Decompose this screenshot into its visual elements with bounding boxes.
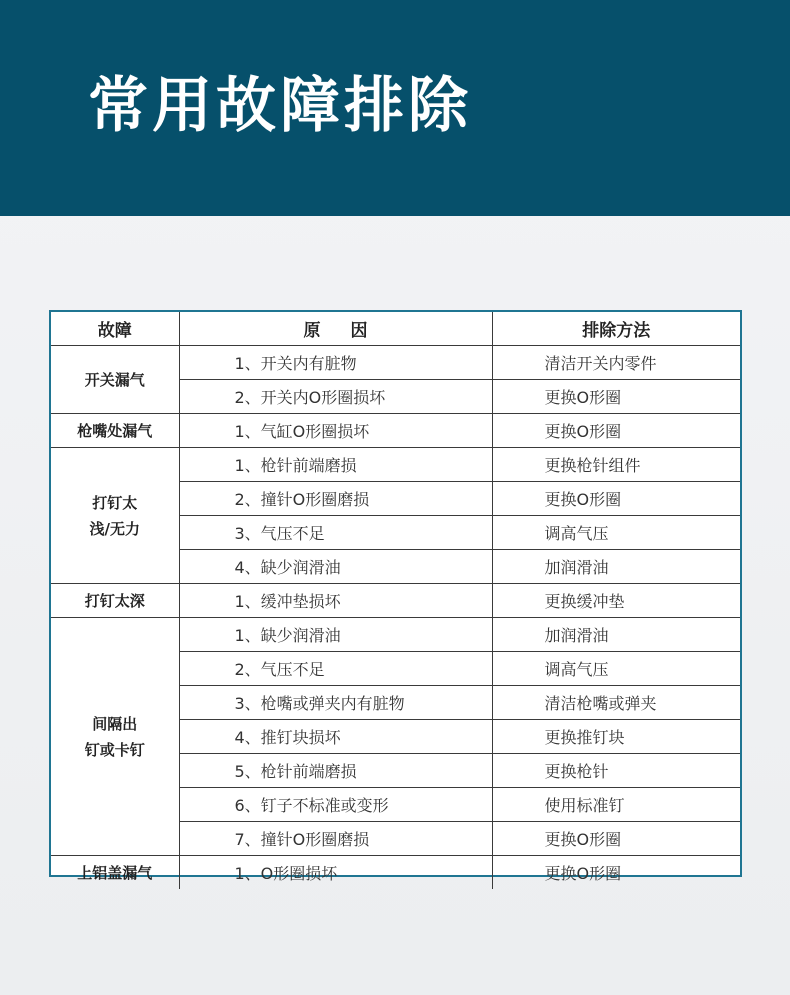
page-title: 常用故障排除 <box>88 71 472 141</box>
header-cause: 原因 <box>179 312 492 346</box>
fault-cell <box>51 584 179 618</box>
cause-cell: 2、开关内O形圈损坏 <box>179 380 492 414</box>
fix-cell: 清洁枪嘴或弹夹 <box>492 686 740 720</box>
cause-cell: 4、推钉块损坏 <box>179 720 492 754</box>
table-row <box>51 448 740 482</box>
fix-cell: 清洁开关内零件 <box>492 346 740 380</box>
cause-cell: 3、枪嘴或弹夹内有脏物 <box>179 686 492 720</box>
cause-cell: 1、枪针前端磨损 <box>179 448 492 482</box>
fix-cell: 加润滑油 <box>492 550 740 584</box>
fix-cell: 更换枪针组件 <box>492 448 740 482</box>
cause-cell: 4、缺少润滑油 <box>179 550 492 584</box>
fix-cell: 更换O形圈 <box>492 822 740 856</box>
header-fault: 故障 <box>51 312 179 346</box>
header-fix: 排除方法 <box>492 312 740 346</box>
troubleshooting-table <box>51 312 740 889</box>
fault-cell <box>51 448 179 584</box>
table-row <box>51 346 740 380</box>
fix-cell: 调高气压 <box>492 516 740 550</box>
fix-cell: 更换O形圈 <box>492 482 740 516</box>
fix-cell: 更换枪针 <box>492 754 740 788</box>
fault-label: 打钉太深 <box>84 591 145 610</box>
cause-cell: 5、枪针前端磨损 <box>179 754 492 788</box>
fault-label: 钉或卡钉 <box>84 740 145 759</box>
table-row <box>51 584 740 618</box>
fault-cell <box>51 346 179 414</box>
fix-cell: 调高气压 <box>492 652 740 686</box>
cause-cell: 1、缺少润滑油 <box>179 618 492 652</box>
fix-cell: 加润滑油 <box>492 618 740 652</box>
fault-label: 枪嘴处漏气 <box>77 421 153 440</box>
table-header-row <box>51 312 740 346</box>
header-banner <box>0 0 790 216</box>
fix-cell: 更换O形圈 <box>492 380 740 414</box>
cause-cell: 6、钉子不标准或变形 <box>179 788 492 822</box>
cause-cell: 1、气缸O形圈损坏 <box>179 414 492 448</box>
table-body <box>51 346 740 890</box>
cause-cell: 7、撞针O形圈磨损 <box>179 822 492 856</box>
fix-cell: 更换O形圈 <box>492 856 740 890</box>
fault-cell <box>51 856 179 890</box>
table-row <box>51 856 740 890</box>
cause-cell: 2、气压不足 <box>179 652 492 686</box>
troubleshooting-table-frame <box>49 310 742 883</box>
fix-cell: 使用标准钉 <box>492 788 740 822</box>
fault-label: 打钉太 <box>92 493 138 512</box>
fault-label: 上铝盖漏气 <box>77 863 153 882</box>
cause-cell: 2、撞针O形圈磨损 <box>179 482 492 516</box>
fault-cell <box>51 618 179 856</box>
cause-cell: 1、开关内有脏物 <box>179 346 492 380</box>
fault-label: 间隔出 <box>92 714 138 733</box>
fix-cell: 更换推钉块 <box>492 720 740 754</box>
fault-cell <box>51 414 179 448</box>
fix-cell: 更换O形圈 <box>492 414 740 448</box>
cause-cell: 1、O形圈损坏 <box>179 856 492 890</box>
table-row <box>51 414 740 448</box>
fix-cell: 更换缓冲垫 <box>492 584 740 618</box>
cause-cell: 3、气压不足 <box>179 516 492 550</box>
cause-cell: 1、缓冲垫损坏 <box>179 584 492 618</box>
table-row <box>51 618 740 652</box>
fault-label: 浅/无力 <box>89 519 140 538</box>
fault-label: 开关漏气 <box>84 370 145 389</box>
